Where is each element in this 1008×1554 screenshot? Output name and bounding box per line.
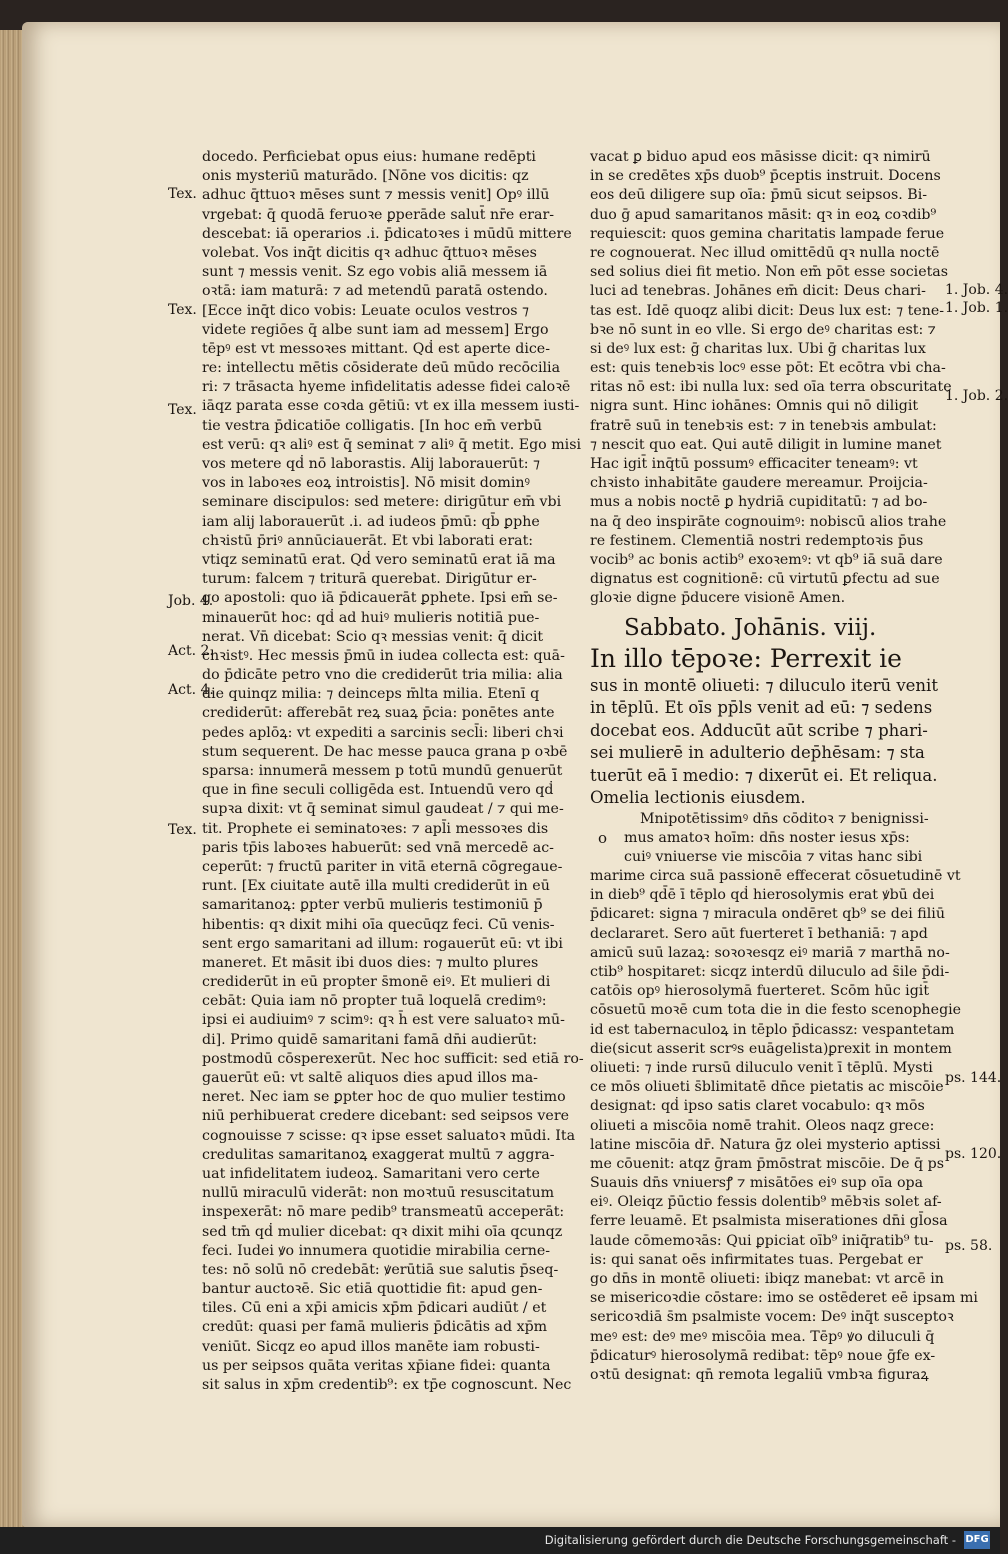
text-line: requiescit: quos gemina charitatis lampade ferue (590, 225, 945, 242)
text-line: bꝛe nō sunt in eo vlle. Si ergo deꝰ charitas est: ⁊ (590, 321, 936, 338)
text-line: eos deū diligere sup oīa: p̄mū sicut seipsos. Bi- (590, 187, 928, 204)
text-line: ceperūt: ⁊ fructū pariter in vitā eternā cōgregaue- (202, 858, 563, 875)
text-line: tēpꝰ est vt messoꝛes mittant. Qḋ est aperte dice- (202, 340, 550, 357)
text-line: sit salus in xp̄m credentib⁹: ex tp̄e cognoscunt. Nec (202, 1377, 572, 1393)
text-line: mus a nobis noctē ꝑ hydriā cupiditatū: ⁊ ad bo- (590, 494, 928, 511)
text-line: vos in laboꝛes eoꝝ introistis]. Nō misit dominꝰ (202, 475, 530, 492)
text-line: vos metere qḋ nō laborastis. Alij laborauerūt: ⁊ (202, 456, 541, 472)
text-line: ipsi ei audiuimꝰ ⁊ scimꝰ: qꝛ h̄ est vere saluatoꝛ mū- (202, 1012, 565, 1029)
text-line: seminare discipulos: sed metere: dirigūtur em̄ vbi (202, 494, 562, 511)
text-line: tas est. Idē quoqz alibi dicit: Deus lux est: ⁊ tene- (590, 302, 945, 319)
text-line: videte regiōes q̄ albe sunt iam ad messem] Ergo (202, 321, 549, 338)
text-line: paris tp̄is laboꝛes habuerūt: sed vnā mercedē ac- (202, 839, 554, 856)
text-line: tiles. Cū eni a xp̄i amicis xp̄m p̄dicari audiūt / et (202, 1300, 547, 1317)
margin-reference: Job. 4. (168, 593, 214, 609)
section-heading: Sabbato. Johānis. viij. (624, 614, 877, 641)
text-line: Mnipotētissimꝰ dn̄s cōditoꝛ ⁊ benignissi- (640, 810, 929, 827)
text-line: bantur auctoꝛē. Sic etiā quottidie fit: apud gen- (202, 1281, 543, 1298)
margin-reference: 1. Job. 2. (945, 388, 1008, 404)
text-line: nullū miraculū viderāt: non moꝛtuū resuscitatum (202, 1185, 555, 1202)
text-line: Omelia lectionis eiusdem. (590, 788, 806, 807)
text-line: supꝛa dixit: vt q̄ seminat simul gaudeat / ⁊ qui me- (202, 801, 564, 818)
text-line: ⁊ nescit quo eat. Qui autē diligit in lumine manet (590, 436, 942, 453)
gospel-passage (590, 643, 942, 810)
text-line: di]. Primo quidē samaritani famā dn̄i audierūt: (202, 1031, 538, 1048)
text-line: id est tabernaculoꝝ in tēplo p̄dicassz: vespantetam (590, 1021, 955, 1038)
text-line: meꝰ est: deꝰ meꝰ miscōia mea. Tēpꝰ ꝟo diluculi q̄ (590, 1328, 935, 1345)
text-line: mus amatoꝛ hoīm: dn̄s noster iesus xp̄s: (624, 829, 910, 846)
text-line: duo ḡ apud samaritanos māsit: qꝛ in eoꝝ coꝛdib⁹ (590, 206, 937, 223)
margin-reference: ps. 144. (945, 1070, 1002, 1086)
text-line: fratrē suū in tenebꝛis est: ⁊ in tenebꝛis ambulat: (590, 417, 937, 434)
text-line: vtiqz seminatū erat. Qḋ vero seminatū erat iā ma (202, 551, 556, 568)
text-line: oliueti: ⁊ inde rursū diluculo venit ī tēplū. Mysti (590, 1059, 933, 1076)
margin-reference: ps. 120. (945, 1146, 1002, 1162)
text-line: se misericoꝛdie cōstare: imo se ostēderet eē ipsam mi (590, 1290, 978, 1307)
margin-reference: Act. 4. (168, 682, 214, 698)
text-line: sericoꝛdiā s̄m psalmiste vocem: Deꝰ inq̄t susceptoꝛ (590, 1309, 954, 1326)
text-line: credūt: quasi per famā mulieris p̄dicātis ad xp̄m (202, 1319, 548, 1336)
text-line: oꝛtā: iam maturā: ⁊ ad metendū paratā ostendo. (202, 283, 548, 300)
text-line: sent ergo samaritani ad illum: rogauerūt eū: vt ibi (202, 935, 563, 952)
text-line: Hac igit̄ inq̄tū possumꝰ efficaciter teneamꝰ: vt (590, 456, 918, 472)
text-line: maneret. Et māsit ibi duos dies: ⁊ multo plures (202, 954, 539, 971)
text-line: die quinqz milia: ⁊ deinceps m̄lta milia. Etenī q (202, 686, 540, 703)
text-line: gloꝛie digne p̄ducere visionē Amen. (590, 590, 846, 607)
text-line: in dieb⁹ qd̄ē ī tēplo qḋ hierosolymis erat ꝟbū dei (590, 887, 935, 904)
text-line: go dn̄s in montē oliueti: ibiqz manebat: vt arcē in (590, 1271, 944, 1287)
text-line: neret. Nec iam se ꝑpter hoc de quo mulier testimo (202, 1089, 566, 1106)
text-line: sed solius diei fit metio. Non em̄ pōt esse societas (590, 264, 949, 281)
text-line: re festinem. Clementiā nostri redemptoꝛis p̄us (590, 532, 924, 549)
text-line: latine miscōia dr̄. Natura ḡz olei mysterio aptissi (590, 1136, 941, 1153)
text-line: oꝛtū designat: qn̄ remota legaliū vmbꝛa figuraꝝ (590, 1366, 929, 1383)
text-line: In illo tēpoꝛe: Perrexit ie (590, 643, 902, 673)
text-line: nerat. Vn̄ dicebat: Scio qꝛ messias venit: q̄ dicit (202, 628, 544, 645)
text-line: [Ecce inq̄t dico vobis: Leuate oculos vestros ⁊ (202, 302, 530, 319)
margin-reference: Tex. (168, 402, 197, 418)
text-line: catōis opꝰ hierosolymā fuerteret. Scōm hūc igit̄ (590, 983, 930, 1000)
footer-credit: Digitalisierung gefördert durch die Deutsche Forschungsgemeinschaft - (544, 1533, 956, 1547)
text-line: inspexerāt: nō mare pedib⁹ transmeatū acceperāt: (202, 1204, 565, 1221)
text-line: que in fine seculi colligēda est. Intuendū vero qḋ (202, 782, 554, 799)
text-line: tie vestra p̄dicatiōe colligatis. [In hoc em̄ verbū (202, 417, 542, 434)
text-line: dignatus est cognitionē: cū virtutū ꝑfectu ad sue (590, 571, 940, 588)
text-line: in tēplū. Et oīs pp̄ls venit ad eū: ⁊ sedens (590, 698, 933, 717)
text-line: marime circa suā passionē effecerat cōsuetudinē vt (590, 868, 961, 885)
text-line: niū perhibuerat credere dicebant: sed seipsos vere (202, 1108, 570, 1125)
homily-initial-letter: o (598, 828, 608, 847)
text-line: turum: falcem ⁊ triturā querebat. Dirigūtur er- (202, 571, 537, 588)
text-line: is: qui sanat oēs infirmitates tuas. Pergebat er (590, 1251, 923, 1268)
text-line: tes: nō solū nō credebāt: ꝟerūtiā sue salutis p̄seq- (202, 1261, 559, 1278)
left-text-column (202, 148, 584, 1395)
text-line: ritas nō est: ibi nulla lux: sed oīa terra obscuritate (590, 379, 952, 396)
text-line: est verū: qꝛ aliꝰ est q̄ seminat ⁊ aliꝰ q̄ metit. Ego misi (202, 436, 582, 453)
text-line: descebat: iā operarios .i. p̄dicatoꝛes i mūdū mittere (202, 225, 572, 242)
text-line: crediderūt: afferebāt reꝝ suaꝝ p̄cia: ponētes ante (202, 705, 555, 722)
text-line: sed tm̄ qḋ mulier dicebat: qꝛ dixit mihi oīa qcunqz (202, 1223, 563, 1240)
text-line: me cōuenit: atqz ḡram p̄mōstrat miscōie. De q̄ ps (590, 1155, 945, 1172)
text-line: crediderūt in eū propter s̄monē eiꝰ. Et mulieri di (202, 974, 551, 991)
text-line: sunt ⁊ messis venit. Sz ego vobis aliā messem iā (202, 264, 548, 281)
text-line: est: quis tenebꝛis locꝰ esse pōt: Et ecōtra vbi cha- (590, 360, 946, 377)
text-line: pedes aplōꝝ: vt expediti a sarcinis secl̄i: liberi chꝛi (202, 724, 564, 741)
text-line: chꝛistꝰ. Hec messis p̄mū in iudea collecta est: quā- (202, 647, 565, 664)
margin-reference: Tex. (168, 186, 197, 202)
text-line: samaritanoꝝ: ꝑpter verbū mulieris testimoniū p̄ (202, 897, 543, 914)
text-line: stum sequerent. De hac messe pauca grana p oꝛbē (202, 743, 568, 760)
text-line: tit. Prophete ei seminatoꝛes: ⁊ apl̄i messoꝛes dis (202, 820, 549, 837)
text-line: Suauis dn̄s vniuersꝭ ⁊ misātōes eiꝰ sup oīa opa (590, 1175, 924, 1192)
text-line: uat infidelitatem iudeoꝝ. Samaritani vero certe (202, 1165, 540, 1182)
text-line: vocib⁹ ac bonis actib⁹ exoꝛemꝰ: vt qb⁹ iā suā dare (590, 551, 943, 568)
text-line: adhuc q̄ttuoꝛ mēses sunt ⁊ messis venit] Opꝰ illū (202, 187, 550, 204)
text-line: cōsuetū moꝛē cum tota die in die festo scenophegie (590, 1002, 962, 1019)
text-line: ferre leuamē. Et psalmista miserationes dn̄i gl̄osa (590, 1213, 948, 1230)
text-line: us per seipsos quāta veritas xp̄iane fidei: quanta (202, 1357, 551, 1374)
text-line: cuiꝰ vniuerse vie miscōia ⁊ vitas hanc sibi (624, 848, 923, 865)
text-line: postmodū cōsperexerūt. Nec hoc sufficit: sed etiā ro- (202, 1050, 584, 1067)
margin-reference: ps. 58. (945, 1238, 993, 1254)
text-line: volebat. Vos inq̄t dicitis qꝛ adhuc q̄ttuoꝛ mēses (202, 244, 537, 261)
text-line: iāqz parata esse coꝛda gētiū: vt ex illa messem iusti- (202, 398, 580, 415)
text-line: laude cōmemoꝛās: Qui ꝑpiciat oīb⁹ iniq̄ratib⁹ tu- (590, 1232, 934, 1249)
text-line: iam alij laborauerūt .i. ad iudeos p̄mū: qb̄ ꝑphe (202, 513, 540, 530)
text-line: minauerūt hoc: qḋ ad huiꝰ mulieris notitiā pue- (202, 609, 540, 626)
text-line: ce mōs oliueti s̄blimitatē dn̄ce pietatis ac miscōie (590, 1079, 944, 1096)
text-line: eiꝰ. Oleiqz p̄ūctio fessis dolentib⁹ mēbꝛis solet af- (590, 1194, 942, 1211)
margin-reference: Tex. (168, 822, 197, 838)
text-line: runt. [Ex ciuitate autē illa multi crediderūt in eū (202, 878, 550, 895)
margin-reference: Act. 2. (168, 643, 214, 659)
text-line: re cognouerat. Nec illud omittēdū qꝛ nulla noctē (590, 244, 940, 261)
text-line: do p̄dicāte petro vno die crediderūt tria milia: alia (202, 667, 563, 684)
text-line: die(sicut asserit scrꝰs euāgelista)ꝑrexit in montem (590, 1040, 952, 1057)
text-line: sei mulierē in adulterio dep̄hēsam: ⁊ sta (590, 743, 925, 762)
text-line: vacat ꝑ biduo apud eos māsisse dicit: qꝛ nimirū (590, 149, 931, 165)
margin-reference: 1. Job. 1. (945, 300, 1008, 316)
text-line: ri: ⁊ trāsacta hyeme infidelitatis adesse fidei caloꝛē (202, 379, 571, 396)
text-line: declararet. Sero aūt fuerteret ī bethaniā: ⁊ apd (590, 925, 928, 942)
text-line: docebat eos. Adducūt aūt scribe ⁊ phari- (590, 720, 928, 740)
text-line: feci. Iudei ꝟo innumera quotidie mirabilia cerne- (202, 1242, 551, 1259)
digitization-footer (0, 1527, 1000, 1554)
dfg-logo: DFG (964, 1531, 990, 1549)
text-line: oliueti a miscōia nomē trahit. Oleos naqz grece: (590, 1117, 935, 1134)
text-line: docedo. Perficiebat opus eius: humane redēpti (202, 149, 536, 165)
text-line: na q̄ deo inspirāte cognouimꝰ: nobiscū alios trahe (590, 513, 947, 530)
text-line: cognouisse ⁊ scisse: qꝛ ipse esset saluatoꝛ mūdi. Ita (202, 1127, 576, 1144)
text-line: p̄dicaturꝰ hierosolymā redibat: tēpꝰ noue ḡfe ex- (590, 1347, 936, 1364)
margin-reference: 1. Job. 4. (945, 282, 1008, 298)
text-line: vrgebat: q̄ quodā feruoꝛe ꝑperāde salut̄ nr̄e erar- (202, 206, 555, 223)
text-line: in se credētes xp̄s duob⁹ p̄ceptis instruit. Docens (590, 168, 941, 185)
text-line: hibentis: qꝛ dixit mihi oīa quecūqz feci. Cū venis- (202, 916, 555, 933)
margin-reference: Tex. (168, 302, 197, 318)
text-line: credulitas samaritanoꝝ exaggerat multū ⁊ aggra- (202, 1146, 555, 1163)
text-line: chꝛistū p̄riꝰ annūciauerāt. Et vbi laborati erat: (202, 532, 534, 549)
text-line: chꝛisto inhabitāte gaudere mereamur. Proijcia- (590, 475, 928, 492)
text-line: sus in montē oliueti: ⁊ diluculo iterū venit (590, 675, 938, 695)
text-line: p̄dicaret: signa ⁊ miracula ondēret qb⁹ se dei filiū (590, 906, 945, 923)
text-line: luci ad tenebras. Johānes em̄ dicit: Deus chari- (590, 283, 926, 300)
text-line: cebāt: Quia iam nō propter tuā loquelā credimꝰ: (202, 993, 547, 1010)
right-column-commentary (590, 148, 952, 609)
text-line: nigra sunt. Hinc iohānes: Omnis qui nō diligit (590, 398, 919, 415)
text-line: si deꝰ lux est: ḡ charitas lux. Ubi ḡ charitas lux (590, 340, 926, 357)
text-line: gauerūt eū: vt saltē aliquos dies apud illos ma- (202, 1070, 538, 1086)
text-line: amicū suū lazaꝝ: soꝛoꝛesqz eiꝰ mariā ⁊ marthā no- (590, 944, 950, 961)
text-line: ctib⁹ hospitaret: sicqz interdū diluculo ad s̄ile p̄di- (590, 964, 950, 980)
text-line: go apostoli: quo iā p̄dicauerāt ꝑphete. Ipsi em̄ se- (202, 590, 558, 607)
text-line: designat: qḋ ipso satis claret vocabulo: qꝛ mōs (590, 1098, 925, 1115)
text-line: sparsa: innumerā messem p totū mundū genuerūt (202, 763, 563, 779)
text-line: re: intellectu mētis cōsiderate deū mūdo recōcilia (202, 360, 561, 377)
text-line: tuerūt eā ī medio: ⁊ dixerūt ei. Et reliqua. (590, 765, 938, 785)
text-line: onis mysteriū maturādo. [Nōne vos dicitis: qz (202, 168, 529, 185)
text-line: veniūt. Sicqz eo apud illos manēte iam robusti- (202, 1338, 540, 1355)
